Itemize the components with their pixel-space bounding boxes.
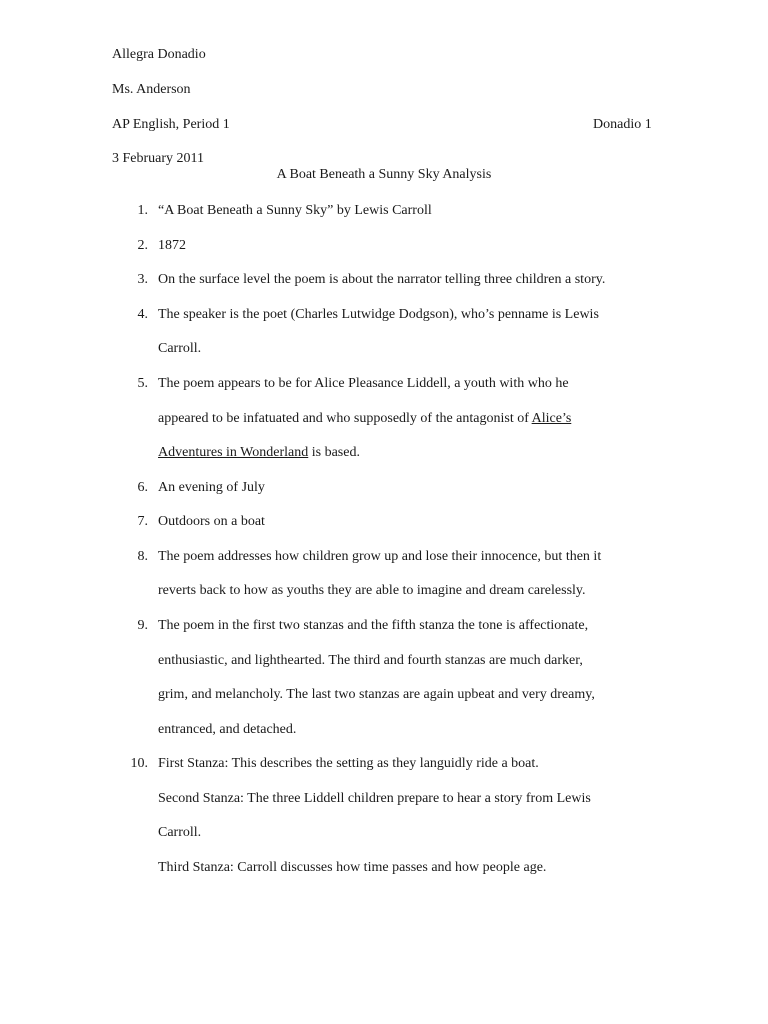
list-item-text: grim, and melancholy. The last two stanzas are again upbeat and very dreamy, (158, 687, 595, 702)
list-item-text: “A Boat Beneath a Sunny Sky” by Lewis Carroll (158, 203, 432, 218)
document-date: 3 February 2011 (112, 151, 205, 166)
list-item-text: 1872 (158, 238, 186, 253)
list-item-text: The poem appears to be for Alice Pleasance Liddell, a youth with who he (158, 376, 569, 391)
list-item-text: The poem addresses how children grow up and lose their innocence, but then it (158, 549, 602, 564)
list-number: 8. (137, 549, 148, 564)
list-number: 9. (137, 618, 148, 633)
list-item-text: Second Stanza: The three Liddell children prepare to hear a story from Lewis (158, 791, 591, 806)
book-title-part-1: Alice’s (531, 411, 572, 426)
list-item-text: appeared to be infatuated and who supposedly of the antagonist of (158, 411, 529, 426)
list-item-text-line (158, 411, 571, 427)
teacher-name: Ms. Anderson (112, 82, 191, 97)
list-item-text-line (158, 445, 360, 461)
list-number: 1. (137, 203, 148, 218)
list-number: 4. (137, 307, 148, 322)
list-number: 10. (130, 756, 148, 771)
list-number: 6. (137, 480, 148, 495)
page-number: Donadio 1 (593, 117, 652, 132)
list-item-text: First Stanza: This describes the setting as they languidly ride a boat. (158, 756, 539, 771)
list-item-text: An evening of July (158, 480, 265, 495)
list-item-text: On the surface level the poem is about the narrator telling three children a story. (158, 272, 606, 287)
list-item-text: The speaker is the poet (Charles Lutwidge Dodgson), who’s penname is Lewis (158, 307, 599, 322)
list-item-text: Third Stanza: Carroll discusses how time passes and how people age. (158, 860, 547, 875)
list-item-text: The poem in the first two stanzas and the fifth stanza the tone is affectionate, (158, 618, 589, 633)
list-item-text: Carroll. (158, 341, 202, 356)
list-number: 3. (137, 272, 148, 287)
book-title-part-2: Adventures in Wonderland (158, 445, 309, 460)
document-title: A Boat Beneath a Sunny Sky Analysis (276, 167, 492, 182)
list-number: 7. (137, 514, 148, 529)
list-item-text: Carroll. (158, 825, 202, 840)
student-name: Allegra Donadio (112, 47, 206, 62)
list-item-text: enthusiastic, and lighthearted. The third and fourth stanzas are much darker, (158, 653, 583, 668)
list-item-text: reverts back to how as youths they are able to imagine and dream carelessly. (158, 583, 586, 598)
list-item-text: is based. (311, 445, 360, 460)
list-number: 5. (137, 376, 148, 391)
list-item-text: Outdoors on a boat (158, 514, 265, 529)
list-item-text: entranced, and detached. (158, 722, 297, 737)
course-name: AP English, Period 1 (112, 117, 230, 132)
list-number: 2. (137, 238, 148, 253)
